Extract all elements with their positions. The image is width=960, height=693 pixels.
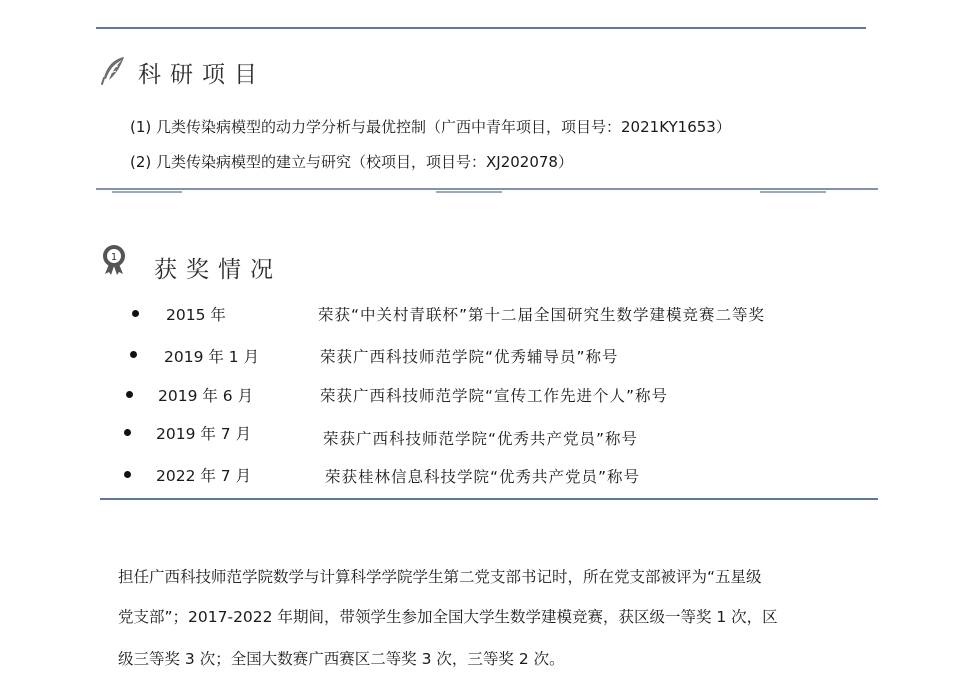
award-text: 荣获桂林信息科技学院“优秀共产党员”称号 (325, 468, 641, 486)
research-item-2: (2) 几类传染病模型的建立与研究（校项目，项目号：XJ202078） (130, 153, 573, 171)
quill-pen-icon (100, 56, 126, 86)
summary-line-1: 担任广西科技师范学院数学与计算科学学院学生第二党支部书记时，所在党支部被评为“五星级 (118, 568, 762, 586)
award-text: 荣获广西科技师范学院“优秀共产党员”称号 (323, 430, 639, 448)
bullet-icon (130, 351, 137, 358)
svg-text:1: 1 (110, 252, 118, 263)
award-date: 2022 年 7 月 (156, 467, 252, 485)
bullet-icon (126, 391, 133, 398)
awards-heading: 获奖情况 (154, 257, 282, 283)
research-item-1: (1) 几类传染病模型的动力学分析与最优控制（广西中青年项目，项目号：2021KY1653） (130, 118, 731, 136)
award-date: 2019 年 7 月 (156, 425, 252, 443)
award-date: 2015 年 (166, 306, 226, 324)
award-text: 荣获“中关村青联杯”第十二届全国研究生数学建模竞赛二等奖 (318, 306, 766, 324)
research-divider-accent (436, 191, 502, 193)
award-text: 荣获广西科技师范学院“优秀辅导员”称号 (320, 348, 619, 366)
award-date: 2019 年 6 月 (158, 387, 254, 405)
research-divider-accent (760, 191, 826, 193)
research-divider-accent (112, 191, 182, 193)
bullet-icon (124, 471, 131, 478)
research-heading: 科研项目 (138, 62, 266, 88)
bullet-icon (124, 429, 131, 436)
bullet-icon (132, 310, 139, 317)
award-medal-icon (100, 244, 128, 276)
research-divider (96, 188, 878, 190)
summary-line-3: 级三等奖 3 次；全国大数赛广西赛区二等奖 3 次，三等奖 2 次。 (118, 650, 565, 668)
awards-divider (100, 498, 878, 500)
award-text: 荣获广西科技师范学院“宣传工作先进个人”称号 (320, 387, 669, 405)
top-divider (96, 27, 866, 29)
summary-line-2: 党支部”；2017-2022 年期间，带领学生参加全国大学生数学建模竞赛，获区级一等奖 1 次，区 (118, 608, 778, 626)
award-date: 2019 年 1 月 (164, 348, 260, 366)
